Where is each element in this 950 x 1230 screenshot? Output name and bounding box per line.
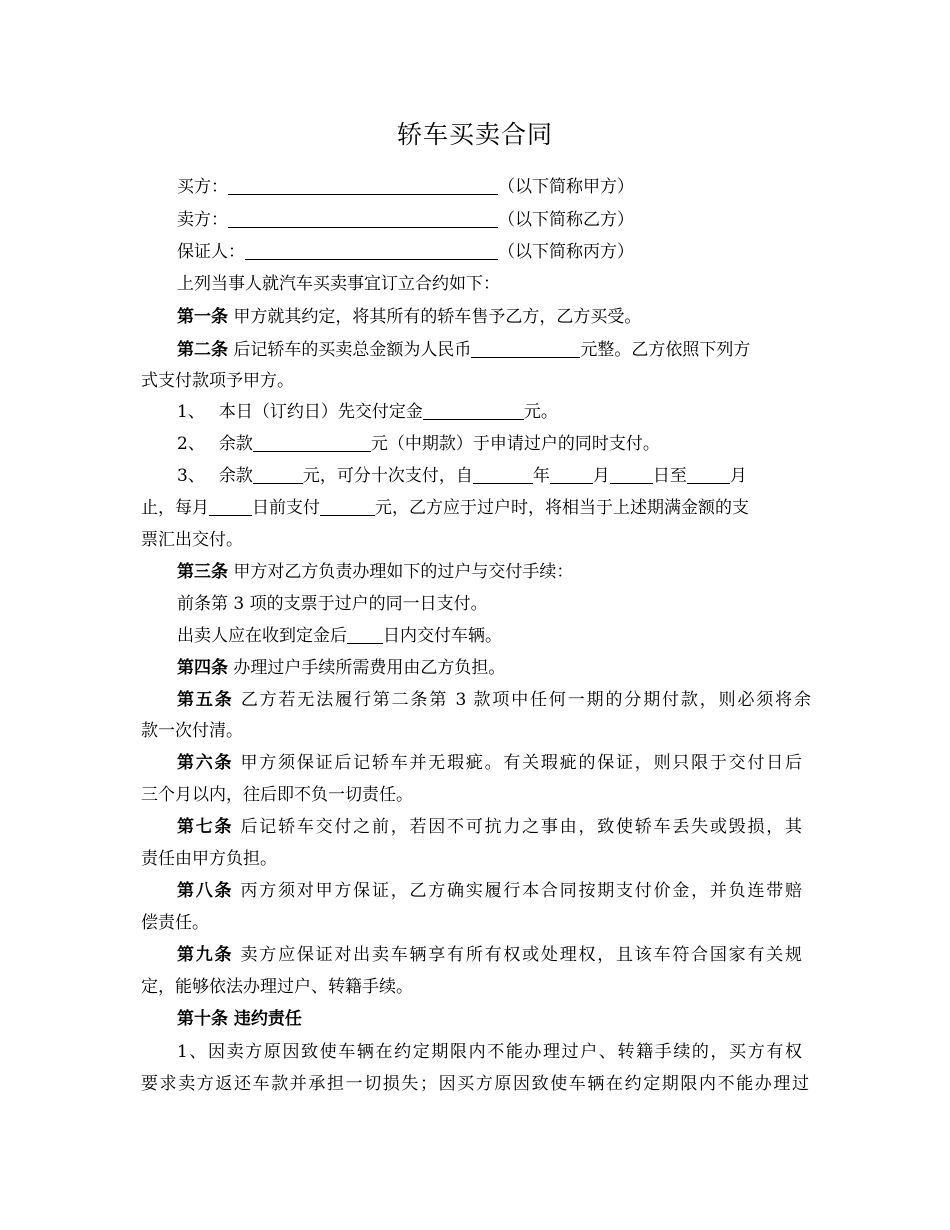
article-1-label: 第一条 <box>177 307 228 327</box>
end-month-blank[interactable] <box>687 465 730 484</box>
deposit-blank[interactable] <box>423 401 524 420</box>
payment-item-3-text-5: 元，乙方应于过户时，将相当于上述期满金额的支 <box>375 498 749 518</box>
preamble: 上列当事人就汽车买卖事宜订立合约如下： <box>177 274 500 294</box>
article-7-text-1: 后记轿车交付之前，若因不可抗力之事由，致使轿车丢失或毁损，其 <box>240 817 803 837</box>
buyer-line <box>177 175 847 199</box>
guarantor-label: 保证人： <box>177 242 245 262</box>
article-2-text-2: 元整。乙方依照下列方 <box>580 340 751 360</box>
balance-blank[interactable] <box>253 465 303 484</box>
buyer-blank[interactable] <box>228 176 498 195</box>
article-8-label: 第八条 <box>177 881 234 901</box>
start-year-blank[interactable] <box>473 465 533 484</box>
payment-item-3-line-2 <box>141 496 811 520</box>
article-6-label: 第六条 <box>177 753 234 773</box>
article-3-sub-2-text-2: 日内交付车辆。 <box>383 626 502 646</box>
article-10-line-2: 要求卖方返还车款并承担一切损失；因买方原因致使车辆在约定期限内不能办理过 <box>141 1074 809 1094</box>
payment-item-3-text-1: 余款 <box>218 466 253 486</box>
page-title: 轿车买卖合同 <box>396 120 553 149</box>
article-5-text-1: 乙方若无法履行第二条第 3 款项中任何一期的分期付款，则必须将余 <box>240 690 812 710</box>
article-7-line-1 <box>177 815 802 839</box>
article-3-label: 第三条 <box>177 562 228 582</box>
article-5-label: 第五条 <box>177 690 234 710</box>
article-10-label: 第十条 <box>177 1009 228 1029</box>
payment-item-1-unit: 元。 <box>523 402 558 422</box>
article-10-title: 违约责任 <box>233 1009 302 1029</box>
day-to-label: 日至 <box>652 466 687 486</box>
monthly-amount-blank[interactable] <box>320 497 375 516</box>
article-9-text-1: 卖方应保证对出卖车辆享有所有权或处理权，且该车符合国家有关规 <box>240 945 803 965</box>
article-6-line-1 <box>177 751 802 775</box>
article-5-line-2: 款一次付清。 <box>141 721 243 741</box>
payment-item-3-line-1 <box>177 464 847 488</box>
article-3 <box>177 560 847 584</box>
article-2-text-1: 后记轿车的买卖总金额为人民币 <box>233 340 472 360</box>
payment-item-3-number: 3、 <box>177 466 205 486</box>
article-9-line-1 <box>177 943 802 967</box>
payment-item-3-text-4: 日前支付 <box>252 498 320 518</box>
monthly-day-blank[interactable] <box>209 497 252 516</box>
payment-item-3-text-3: 止，每月 <box>141 498 209 518</box>
article-10-line-1: 1、因卖方原因致使车辆在约定期限内不能办理过户、转籍手续的，买方有权 <box>177 1042 802 1062</box>
article-8-line-2: 偿责任。 <box>141 913 209 933</box>
article-5-line-1 <box>177 688 811 712</box>
article-9-label: 第九条 <box>177 945 234 965</box>
article-7-line-2: 责任由甲方负担。 <box>141 849 277 869</box>
guarantor-note: （以下简称丙方） <box>498 242 634 262</box>
guarantor-line <box>177 240 847 264</box>
article-2-label: 第二条 <box>177 340 228 360</box>
article-3-sub-2 <box>177 624 847 648</box>
article-6-line-2: 三个月以内，往后即不负一切责任。 <box>141 785 413 805</box>
guarantor-blank[interactable] <box>245 241 498 260</box>
article-4-label: 第四条 <box>177 658 228 678</box>
article-1 <box>177 305 847 329</box>
payment-item-1-text: 本日（订约日）先交付定金 <box>218 402 423 422</box>
delivery-days-blank[interactable] <box>347 625 383 644</box>
seller-line <box>177 208 847 232</box>
seller-blank[interactable] <box>228 209 498 228</box>
seller-label: 卖方： <box>177 210 228 230</box>
article-3-sub-2-text-1: 出卖人应在收到定金后 <box>177 626 347 646</box>
article-2-line-2: 式支付款项予甲方。 <box>141 371 294 391</box>
payment-item-2-text-1: 余款 <box>218 434 253 454</box>
mid-payment-blank[interactable] <box>253 433 371 452</box>
article-9-line-2: 定，能够依法办理过户、转籍手续。 <box>141 977 413 997</box>
payment-item-2-text-2: 元（中期款）于申请过户的同时支付。 <box>370 434 660 454</box>
article-8-text-1: 丙方须对甲方保证，乙方确实履行本合同按期支付价金，并负连带赔 <box>240 881 803 901</box>
article-10-heading <box>177 1007 847 1031</box>
payment-item-1 <box>177 400 847 424</box>
buyer-label: 买方： <box>177 177 228 197</box>
start-month-blank[interactable] <box>550 465 593 484</box>
buyer-note: （以下简称甲方） <box>498 177 634 197</box>
seller-note: （以下简称乙方） <box>498 210 634 230</box>
article-3-sub-1: 前条第 3 项的支票于过户的同一日支付。 <box>177 594 488 614</box>
payment-item-2 <box>177 432 847 456</box>
article-2-line-1 <box>177 338 847 362</box>
end-month-label: 月 <box>729 466 747 486</box>
payment-item-1-number: 1、 <box>177 402 205 422</box>
article-4-text: 办理过户手续所需费用由乙方负担。 <box>233 658 506 678</box>
payment-item-3-line-3: 票汇出交付。 <box>141 530 243 550</box>
start-day-blank[interactable] <box>610 465 653 484</box>
article-8-line-1 <box>177 879 802 903</box>
total-amount-blank[interactable] <box>471 339 580 358</box>
year-label: 年 <box>532 466 550 486</box>
article-4 <box>177 656 847 680</box>
payment-item-3-text-2: 元，可分十次支付，自 <box>302 466 473 486</box>
article-3-text: 甲方对乙方负责办理如下的过户与交付手续： <box>233 562 574 582</box>
payment-item-2-number: 2、 <box>177 434 205 454</box>
article-6-text-1: 甲方须保证后记轿车并无瑕疵。有关瑕疵的保证，则只限于交付日后 <box>240 753 803 773</box>
article-1-text: 甲方就其约定，将其所有的轿车售予乙方，乙方买受。 <box>233 307 642 327</box>
article-7-label: 第七条 <box>177 817 234 837</box>
month-label: 月 <box>592 466 610 486</box>
